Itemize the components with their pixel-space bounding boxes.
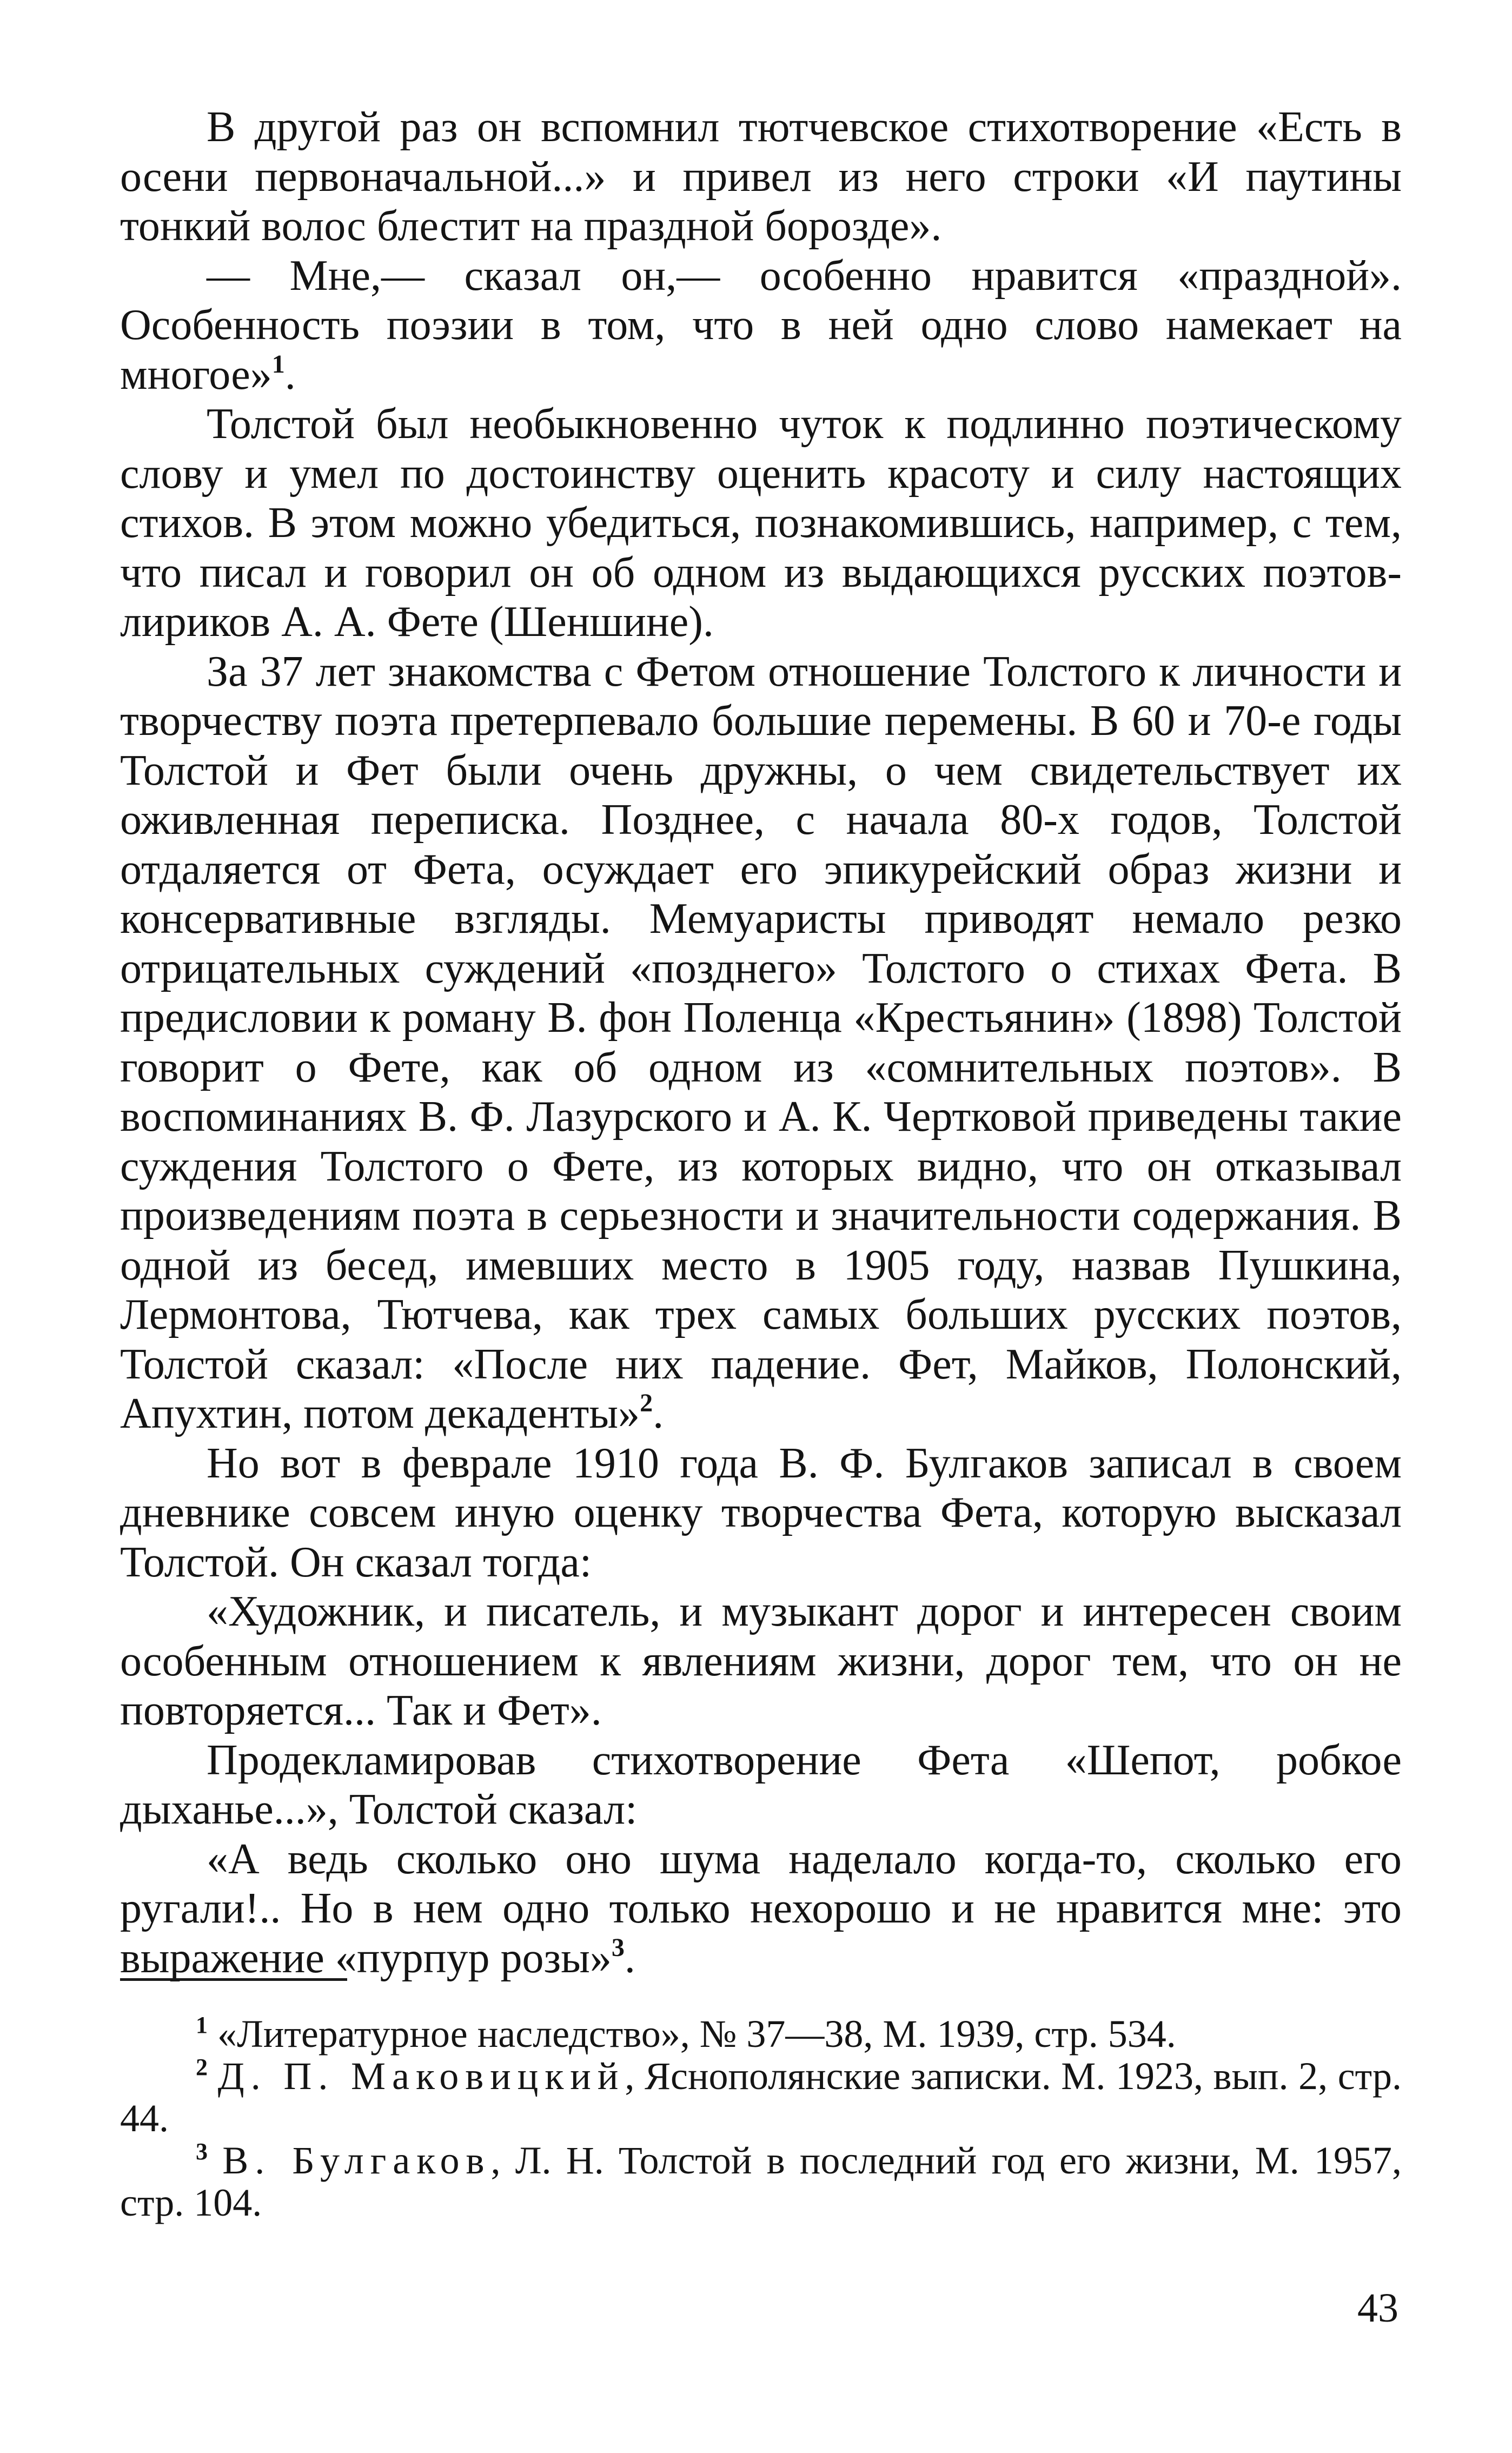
paragraph-text: Но вот в феврале 1910 года В. Ф. Булгаков записал в своем дневнике совсем иную оценку творчества Фета, которую высказал Толстой. Он сказал тогда: [120, 1439, 1402, 1586]
paragraph-text: За 37 лет знакомства с Фетом отношение Толстого к личности и творчеству поэта претерпевало большие перемены. В 60 и 70-е годы Толстой и Фет были очень дружны, о чем свидетельствует их оживленная переписка. Позднее, с начала 80-х годов, Толстой отдаляется от Фета, осуждает его эпикурейский образ жизни и консервативные взгляды. Мемуаристы приводят немало резко отрицательных суждений «позднего» Толстого о стихах Фета. В предисловии к роману В. фон Поленца «Крестьянин» (1898) Толстой говорит о Фете, как об одном из «сомнительных поэтов». В воспоминаниях В. Ф. Лазурского и А. К. Чертковой приведены такие суждения Толстого о Фете, из которых видно, что он отказывал произведениям поэта в серьезности и значительности содержания. В одной из бесед, имевших место в 1905 году, назвав Пушкина, Лермонтова, Тютчева, как трех самых больших русских поэтов, Толстой сказал: «После них падение. Фет, Майков, Полонский, Апухтин, потом декаденты» [120, 647, 1402, 1437]
footnote-number: 2 [196, 2054, 208, 2080]
footnote-text: «Литературное наследство», № 37—38, М. 1939, стр. 534. [217, 2012, 1176, 2056]
paragraph [120, 1439, 1402, 1588]
footnote-author: В. Булгаков [222, 2139, 491, 2182]
footnote-author: Д. П. Маковицкий [217, 2054, 625, 2098]
quote-paragraph: «А ведь сколько оно шума наделало когда-то, сколько его ругали!.. Но в нем одно только нехорошо и не нравится мне: это выражение «пурпур розы»$^3$. [120, 1835, 1402, 1982]
paragraph [120, 400, 1402, 647]
footnote-marker: 1 [271, 349, 285, 379]
paragraph-text: В другой раз он вспомнил тютчевское стихотворение «Есть в осени первоначальной...» и привел из него строки «И паутины тонкий волос блестит на праздной борозде». [120, 103, 1402, 250]
paragraph-text: — Мне,— сказал он,— особенно нравится «праздной». Особенность поэзии в том, что в ней одно слово намекает на многое» [120, 251, 1402, 399]
footnote-text: , Яснополянские записки. М. 1923, вып. 2, стр. 44. [120, 2054, 1402, 2140]
quote-paragraph [120, 1587, 1402, 1736]
main-text [120, 103, 1402, 1983]
paragraph-text: «Художник, и писатель, и музыкант дорог и интересен своим особенным отношением к явлениям жизни, дорог тем, что он не повторяется... Так и Фет». [120, 1588, 1402, 1734]
page-number: 43 [1357, 2285, 1398, 2331]
footnote [120, 2139, 1402, 2224]
footnote-number: 1 [196, 2012, 208, 2038]
footnote [120, 2013, 1402, 2055]
footnote [120, 2055, 1402, 2139]
paragraph: За 37 лет знакомства с Фетом отношение Толстого к личности и творчеству поэта претерпевало большие перемены. В 60 и 70-е годы Толстой и Фет были очень дружны, о чем свидетельствует их оживленная переписка. Позднее, с начала 80-х годов, Толстой отдаляется от Фета, осуждает его эпикурейский образ жизни и консервативные взгляды. Мемуаристы приводят немало резко отрицательных суждений «позднего» Толстого о стихах Фета. В предисловии к роману В. фон Поленца «Крестьянин» (1898) Толстой говорит о Фете, как об одном из «сомнительных поэтов». В воспоминаниях В. Ф. Лазурского и А. К. Чертковой приведены такие суждения Толстого о Фете, из которых видно, что он отказывал произведениям поэта в серьезности и значительности содержания. В одной из бесед, имевших место в 1905 году, назвав Пушкина, Лермонтова, Тютчева, как трех самых больших русских поэтов, Толстой сказал: «После них падение. Фет, Майков, Полонский, Апухтин, потом декаденты»$^2$. [120, 647, 1402, 1437]
paragraph-text: Продекламировав стихотворение Фета «Шепот, робкое дыханье...», Толстой сказал: [120, 1736, 1402, 1833]
paragraph [120, 103, 1402, 251]
paragraph [120, 1736, 1402, 1835]
footnote-marker: 2 [640, 1389, 653, 1417]
footnotes [120, 2013, 1402, 2224]
paragraph: — Мне,— сказал он,— особенно нравится «праздной». Особенность поэзии в том, что в ней одно слово намекает на многое»$^1$. [120, 251, 1402, 399]
paragraph-text: Толстой был необыкновенно чуток к подлинно поэтическому слову и умел по достоинству оценить красоту и силу настоящих стихов. В этом можно убедиться, познакомившись, например, с тем, что писал и говорил он об одном из выдающихся русских поэтов-лириков А. А. Фете (Шеншине). [120, 400, 1402, 646]
footnote-divider [120, 1978, 347, 1981]
footnote-marker: 3 [611, 1933, 625, 1962]
footnote-text: , Л. Н. Толстой в последний год его жизни, М. 1957, стр. 104. [120, 2139, 1402, 2224]
footnote-number: 3 [196, 2138, 208, 2165]
paragraph-text: «А ведь сколько оно шума наделало когда-то, сколько его ругали!.. Но в нем одно только нехорошо и не нравится мне: это выражение «пурпур розы» [120, 1835, 1402, 1982]
